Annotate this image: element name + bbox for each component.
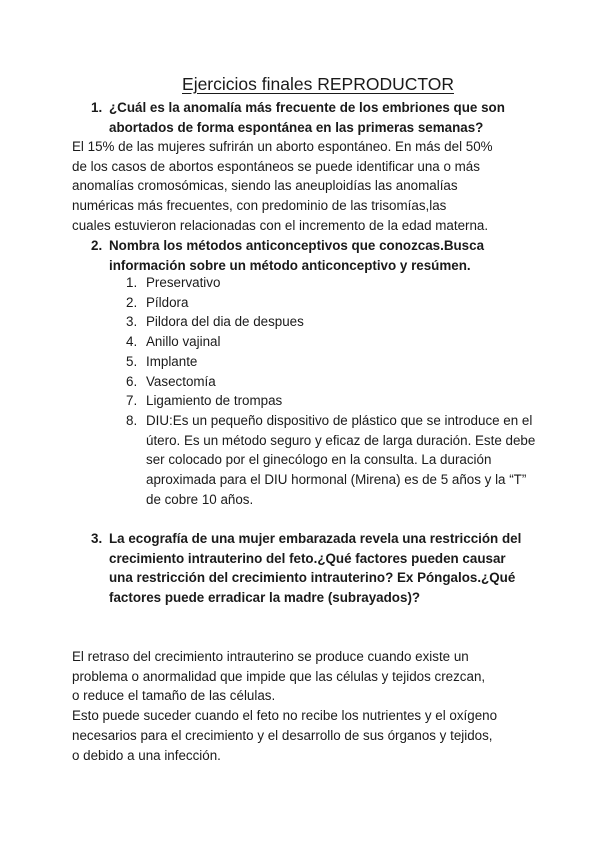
list-item-diu: 8. DIU:Es un pequeño dispositivo de plástico que se introduce en el útero. Es un método seguro y eficaz de larga duración. Este debe ser colocado por el ginecólogo en la consulta. La duración aproximada para el DIU hormonal (Mirena) es de 5 años y la “T” de cobre 10 años. bbox=[126, 412, 536, 507]
question-1-number: 1. bbox=[91, 100, 103, 115]
answer-1: El 15% de las mujeres sufrirán un aborto espontáneo. En más del 50% de los casos de abortos espontáneos se puede identificar una o más anomalías cromosómicas, siendo las aneuploidías las anomalías numéricas más frecuentes, con predominio de las trisomías,las cuales estuvieron relacionadas con el incremento de la edad materna. bbox=[72, 139, 493, 233]
question-1-text: ¿Cuál es la anomalía más frecuente de los embriones que son abortados de forma espontánea en las primeras semanas? bbox=[109, 100, 505, 135]
question-3-number: 3. bbox=[91, 531, 103, 546]
answer-3: El retraso del crecimiento intrauterino se produce cuando existe un problema o anormalidad que impide que las células y tejidos crezcan, o reduce el tamaño de las células. Esto puede suceder cuando el feto no recibe los nutrientes y el oxígeno necesarios para el crecimiento y el desarrollo de sus órganos y tejidos, o debido a una infección. bbox=[72, 649, 498, 763]
question-1 bbox=[91, 98, 541, 137]
question-3 bbox=[91, 529, 531, 608]
question-3-text: La ecografía de una mujer embarazada revela una restricción del crecimiento intrauterino del feto.¿Qué factores pueden causar una restricción del crecimiento intrauterino? Ex Póngalos.¿Qué factores puede erradicar la madre (subrayados)? bbox=[109, 531, 522, 606]
page-title: Ejercicios finales REPRODUCTOR bbox=[182, 74, 454, 94]
question-2 bbox=[91, 236, 541, 275]
contraceptive-list bbox=[126, 273, 536, 509]
list-item: 4. Anillo vajinal bbox=[126, 334, 221, 350]
list-item: 7. Ligamiento de trompas bbox=[126, 393, 283, 409]
question-2-text: Nombra los métodos anticonceptivos que conozcas.Busca información sobre un método anticonceptivo y resúmen. bbox=[109, 238, 485, 273]
list-item: 3. Pildora del dia de despues bbox=[126, 314, 304, 330]
list-item: 5. Implante bbox=[126, 353, 198, 369]
list-item: 2. Píldora bbox=[126, 294, 189, 310]
list-item: 6. Vasectomía bbox=[126, 373, 216, 389]
question-2-number: 2. bbox=[91, 238, 103, 253]
list-item: 1. Preservativo bbox=[126, 275, 221, 290]
